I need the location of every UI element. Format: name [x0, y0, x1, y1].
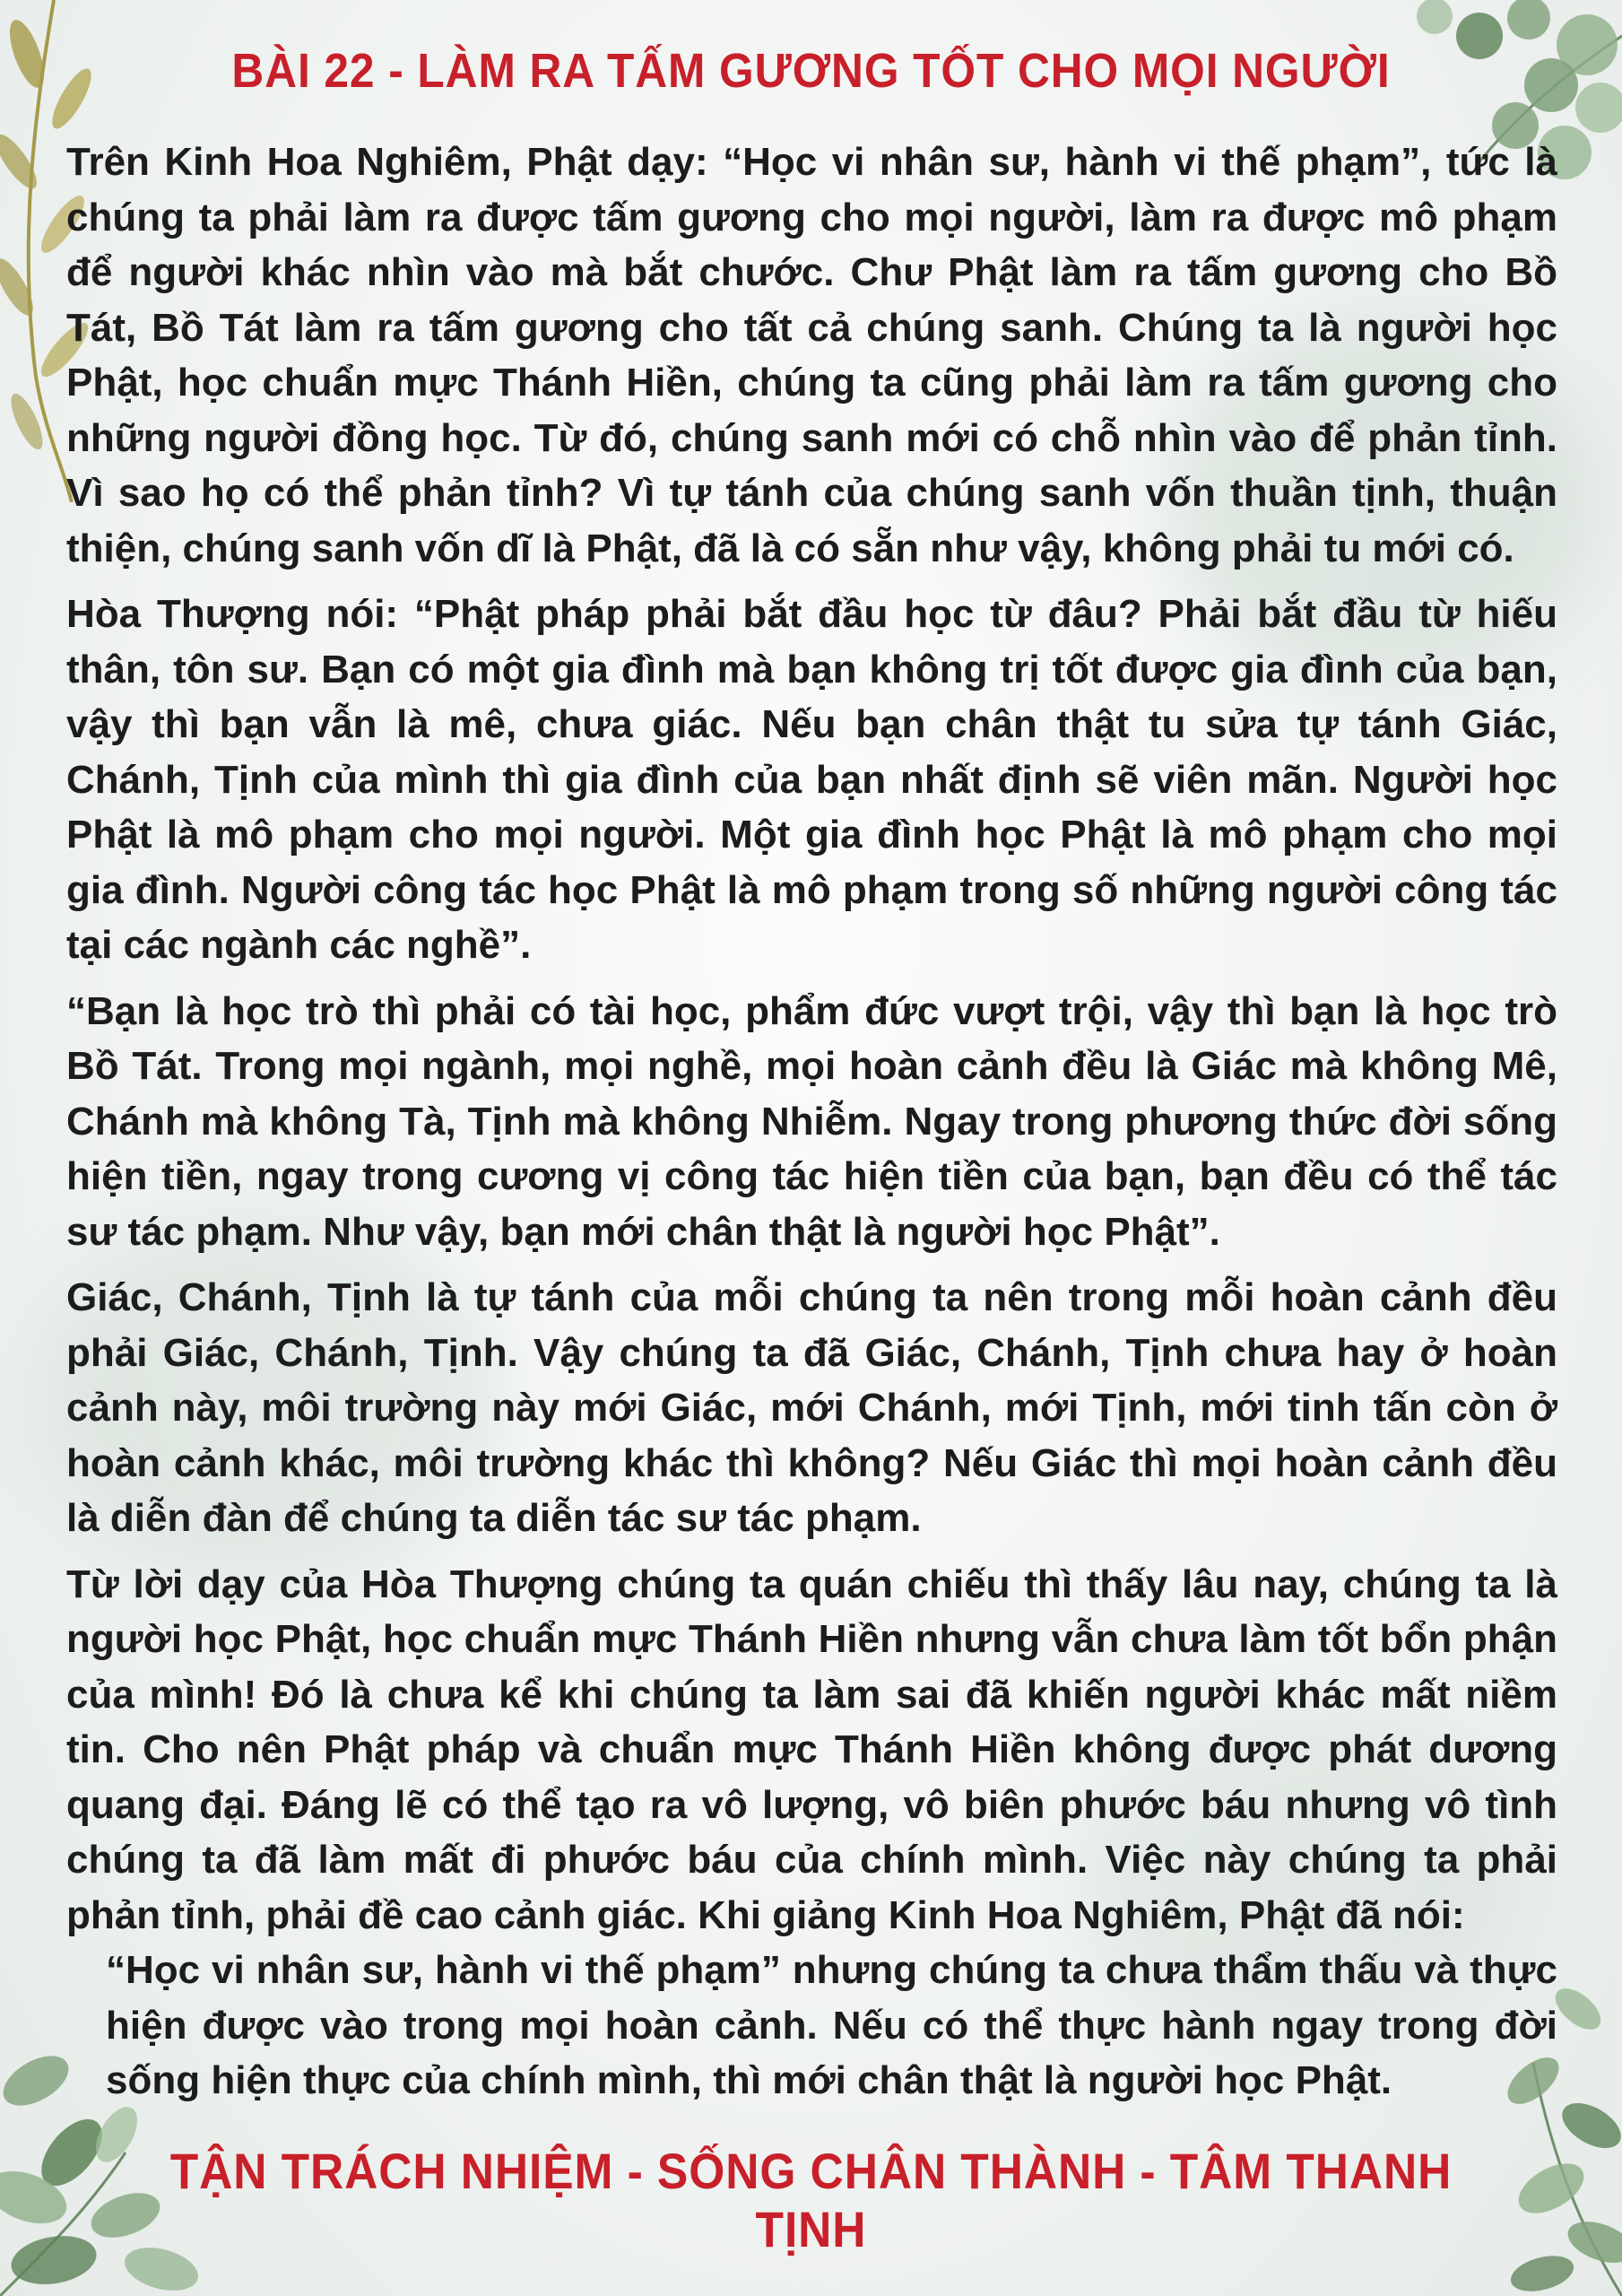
- paragraph: “Bạn là học trò thì phải có tài học, phẩm đức vượt trội, vậy thì bạn là học trò Bồ Tát. Trong mọi ngành, mọi nghề, mọi hoàn cảnh đều là Giác mà không Mê, Chánh mà không Tà, Tịnh mà không Nhiễm. Ngay trong phương thức đời sống hiện tiền, ngay trong cương vị công tác hiện tiền của bạn, bạn đều có thể tác sư tác phạm. Như vậy, bạn mới chân thật là người học Phật”.: [66, 988, 1557, 1254]
- document-page: [65, 36, 1557, 2260]
- indented-quote: “Học vi nhân sư, hành vi thế phạm” nhưng chúng ta chưa thẩm thấu và thực hiện được vào trong mọi hoàn cảnh. Nếu có thể thực hành ngay trong đời sống hiện thực của chính mình, thì mới chân thật là người học Phật.: [106, 1948, 1557, 2102]
- article-body: [66, 135, 1557, 2119]
- paragraph: Giác, Chánh, Tịnh là tự tánh của mỗi chúng ta nên trong mỗi hoàn cảnh đều phải Giác, Chánh, Tịnh. Vậy chúng ta đã Giác, Chánh, Tịnh chưa hay ở hoàn cảnh này, môi trường này mới Giác, mới Chánh, mới Tịnh, mới tinh tấn còn ở hoàn cảnh khác, môi trường khác thì không? Nếu Giác thì mọi hoàn cảnh đều là diễn đàn để chúng ta diễn tác sư tác phạm.: [66, 1275, 1557, 1540]
- paragraph: Từ lời dạy của Hòa Thượng chúng ta quán chiếu thì thấy lâu nay, chúng ta là người học Phật, học chuẩn mực Thánh Hiền nhưng vẫn chưa làm tốt bổn phận của mình! Đó là chưa kể khi chúng ta làm sai đã khiến người khác mất niềm tin. Cho nên Phật pháp và chuẩn mực Thánh Hiền không được phát dương quang đại. Đáng lẽ có thể tạo ra vô lượng, vô biên phước báu nhưng vô tình chúng ta đã làm mất đi phước báu của chính mình. Việc này chúng ta phải phản tỉnh, phải đề cao cảnh giác. Khi giảng Kinh Hoa Nghiêm, Phật đã nói:: [66, 1561, 1557, 1937]
- page-title: BÀI 22 - LÀM RA TẤM GƯƠNG TỐT CHO MỌI NGƯỜI: [231, 44, 1391, 98]
- footer-slogan: TẬN TRÁCH NHIỆM - SỐNG CHÂN THÀNH - TÂM THANH TỊNH: [169, 2143, 1453, 2257]
- paragraph: Trên Kinh Hoa Nghiêm, Phật dạy: “Học vi nhân sư, hành vi thế phạm”, tức là chúng ta phải làm ra được tấm gương cho mọi người, làm ra được mô phạm để người khác nhìn vào mà bắt chước. Chư Phật làm ra tấm gương cho Bồ Tát, Bồ Tát làm ra tấm gương cho tất cả chúng sanh. Chúng ta là người học Phật, học chuẩn mực Thánh Hiền, chúng ta cũng phải làm ra tấm gương cho những người đồng học. Từ đó, chúng sanh mới có chỗ nhìn vào để phản tỉnh. Vì sao họ có thể phản tỉnh? Vì tự tánh của chúng sanh vốn thuần tịnh, thuận thiện, chúng sanh vốn dĩ là Phật, đã là có sẵn như vậy, không phải tu mới có.: [66, 140, 1557, 570]
- paragraph: Hòa Thượng nói: “Phật pháp phải bắt đầu học từ đâu? Phải bắt đầu từ hiếu thân, tôn sư. Bạn có một gia đình mà bạn không trị tốt được gia đình của bạn, vậy thì bạn vẫn là mê, chưa giác. Nếu bạn chân thật tu sửa tự tánh Giác, Chánh, Tịnh của mình thì gia đình của bạn nhất định sẽ viên mãn. Người học Phật là mô phạm cho mọi người. Một gia đình học Phật là mô phạm cho mọi gia đình. Người công tác học Phật là mô phạm trong số những người công tác tại các ngành các nghề”.: [66, 592, 1557, 967]
